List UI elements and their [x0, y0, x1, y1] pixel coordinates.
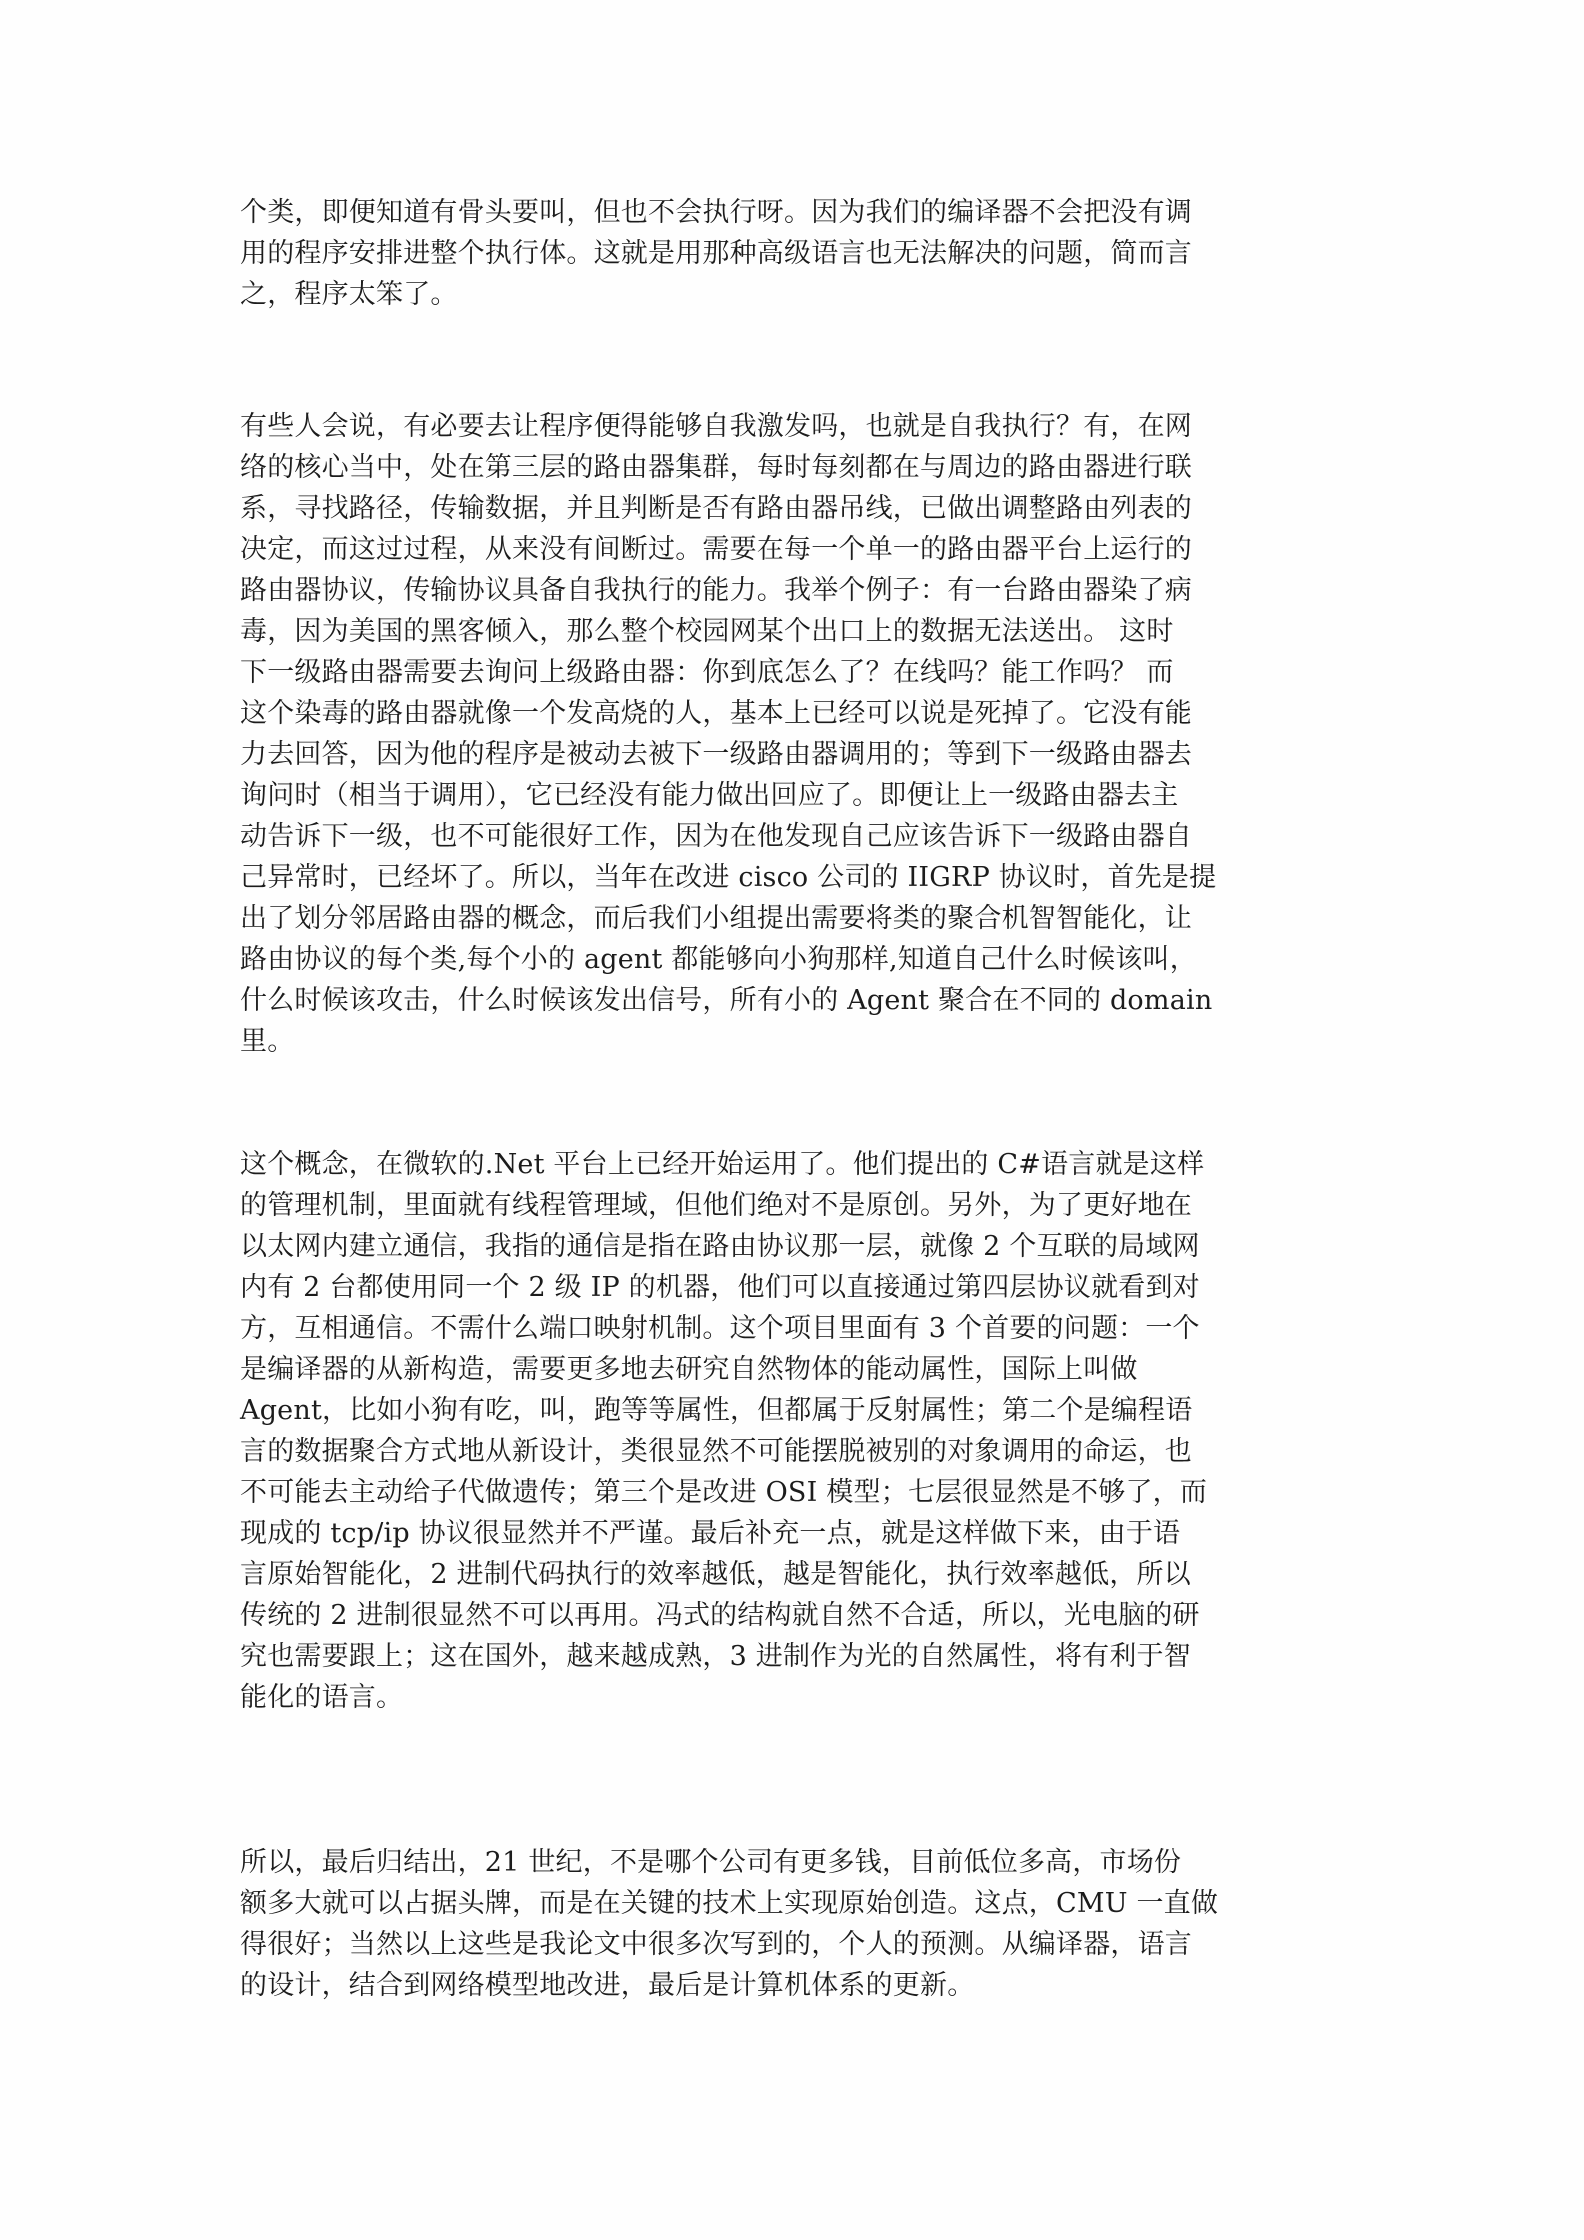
text-line: 是编译器的从新构造，需要更多地去研究自然物体的能动属性，国际上叫做 — [240, 1354, 1138, 1385]
text-line: 力去回答，因为他的程序是被动去被下一级路由器调用的；等到下一级路由器去 — [240, 739, 1192, 770]
text-line: 络的核心当中，处在第三层的路由器集群，每时每刻都在与周边的路由器进行联 — [240, 452, 1192, 483]
text-line: Agent，比如小狗有吃，叫，跑等等属性，但都属于反射属性；第二个是编程语 — [240, 1395, 1193, 1426]
text-line: 路由器协议，传输协议具备自我执行的能力。我举个例子：有一台路由器染了病 — [240, 575, 1192, 606]
text-line: 毒，因为美国的黑客倾入，那么整个校园网某个出口上的数据无法送出。 这时 — [240, 616, 1174, 647]
text-line: 用的程序安排进整个执行体。这就是用那种高级语言也无法解决的问题，简而言 — [240, 238, 1192, 269]
text-line: 究也需要跟上；这在国外，越来越成熟，3 进制作为光的自然属性，将有利于智 — [240, 1641, 1191, 1672]
text-line: 之，程序太笨了。 — [240, 279, 458, 310]
text-line: 额多大就可以占据头牌，而是在关键的技术上实现原始创造。这点，CMU 一直做 — [240, 1888, 1219, 1919]
text-line: 询问时（相当于调用），它已经没有能力做出回应了。即便让上一级路由器去主 — [240, 780, 1179, 811]
text-line: 传统的 2 进制很显然不可以再用。冯式的结构就自然不合适，所以，光电脑的研 — [240, 1600, 1200, 1631]
text-line: 动告诉下一级，也不可能很好工作，因为在他发现自己应该告诉下一级路由器自 — [240, 821, 1192, 852]
paragraph — [240, 406, 1360, 1062]
text-line: 里。 — [240, 1026, 295, 1057]
paragraph — [240, 1842, 1360, 2006]
text-line: 出了划分邻居路由器的概念，而后我们小组提出需要将类的聚合机智智能化，让 — [240, 903, 1192, 934]
text-line: 决定，而这过过程，从来没有间断过。需要在每一个单一的路由器平台上运行的 — [240, 534, 1192, 565]
paragraph — [240, 192, 1360, 315]
text-line: 不可能去主动给子代做遗传；第三个是改进 OSI 模型；七层很显然是不够了，而 — [240, 1477, 1208, 1508]
text-line: 有些人会说，有必要去让程序便得能够自我激发吗，也就是自我执行？有，在网 — [240, 411, 1192, 442]
text-line: 的管理机制，里面就有线程管理域，但他们绝对不是原创。另外，为了更好地在 — [240, 1190, 1192, 1221]
text-line: 系，寻找路径，传输数据，并且判断是否有路由器吊线，已做出调整路由列表的 — [240, 493, 1192, 524]
paragraph — [240, 1144, 1360, 1718]
text-line: 个类，即便知道有骨头要叫，但也不会执行呀。因为我们的编译器不会把没有调 — [240, 197, 1192, 228]
text-line: 这个概念，在微软的.Net 平台上已经开始运用了。他们提出的 C#语言就是这样 — [240, 1149, 1205, 1180]
text-line: 言原始智能化，2 进制代码执行的效率越低，越是智能化，执行效率越低，所以 — [240, 1559, 1191, 1590]
text-line: 下一级路由器需要去询问上级路由器：你到底怎么了？在线吗？能工作吗？ 而 — [240, 657, 1174, 688]
text-line: 以太网内建立通信，我指的通信是指在路由协议那一层，就像 2 个互联的局域网 — [240, 1231, 1200, 1262]
text-line: 言的数据聚合方式地从新设计，类很显然不可能摆脱被别的对象调用的命运，也 — [240, 1436, 1192, 1467]
text-line: 内有 2 台都使用同一个 2 级 IP 的机器，他们可以直接通过第四层协议就看到对 — [240, 1272, 1200, 1303]
text-line: 路由协议的每个类,每个小的 agent 都能够向小狗那样,知道自己什么时候该叫， — [240, 944, 1197, 975]
text-line: 什么时候该攻击，什么时候该发出信号，所有小的 Agent 聚合在不同的 domain — [240, 985, 1213, 1016]
text-line: 方，互相通信。不需什么端口映射机制。这个项目里面有 3 个首要的问题：一个 — [240, 1313, 1200, 1344]
text-line: 得很好；当然以上这些是我论文中很多次写到的，个人的预测。从编译器，语言 — [240, 1929, 1192, 1960]
text-line: 现成的 tcp/ip 协议很显然并不严谨。最后补充一点，就是这样做下来，由于语 — [240, 1518, 1181, 1549]
text-line: 己异常时，已经坏了。所以，当年在改进 cisco 公司的 IIGRP 协议时，首先是提 — [240, 862, 1217, 893]
text-line: 这个染毒的路由器就像一个发高烧的人，基本上已经可以说是死掉了。它没有能 — [240, 698, 1192, 729]
text-line: 所以，最后归结出，21 世纪，不是哪个公司有更多钱，目前低位多高，市场份 — [240, 1847, 1182, 1878]
text-line: 能化的语言。 — [240, 1682, 404, 1713]
text-line: 的设计，结合到网络模型地改进，最后是计算机体系的更新。 — [240, 1970, 975, 2001]
